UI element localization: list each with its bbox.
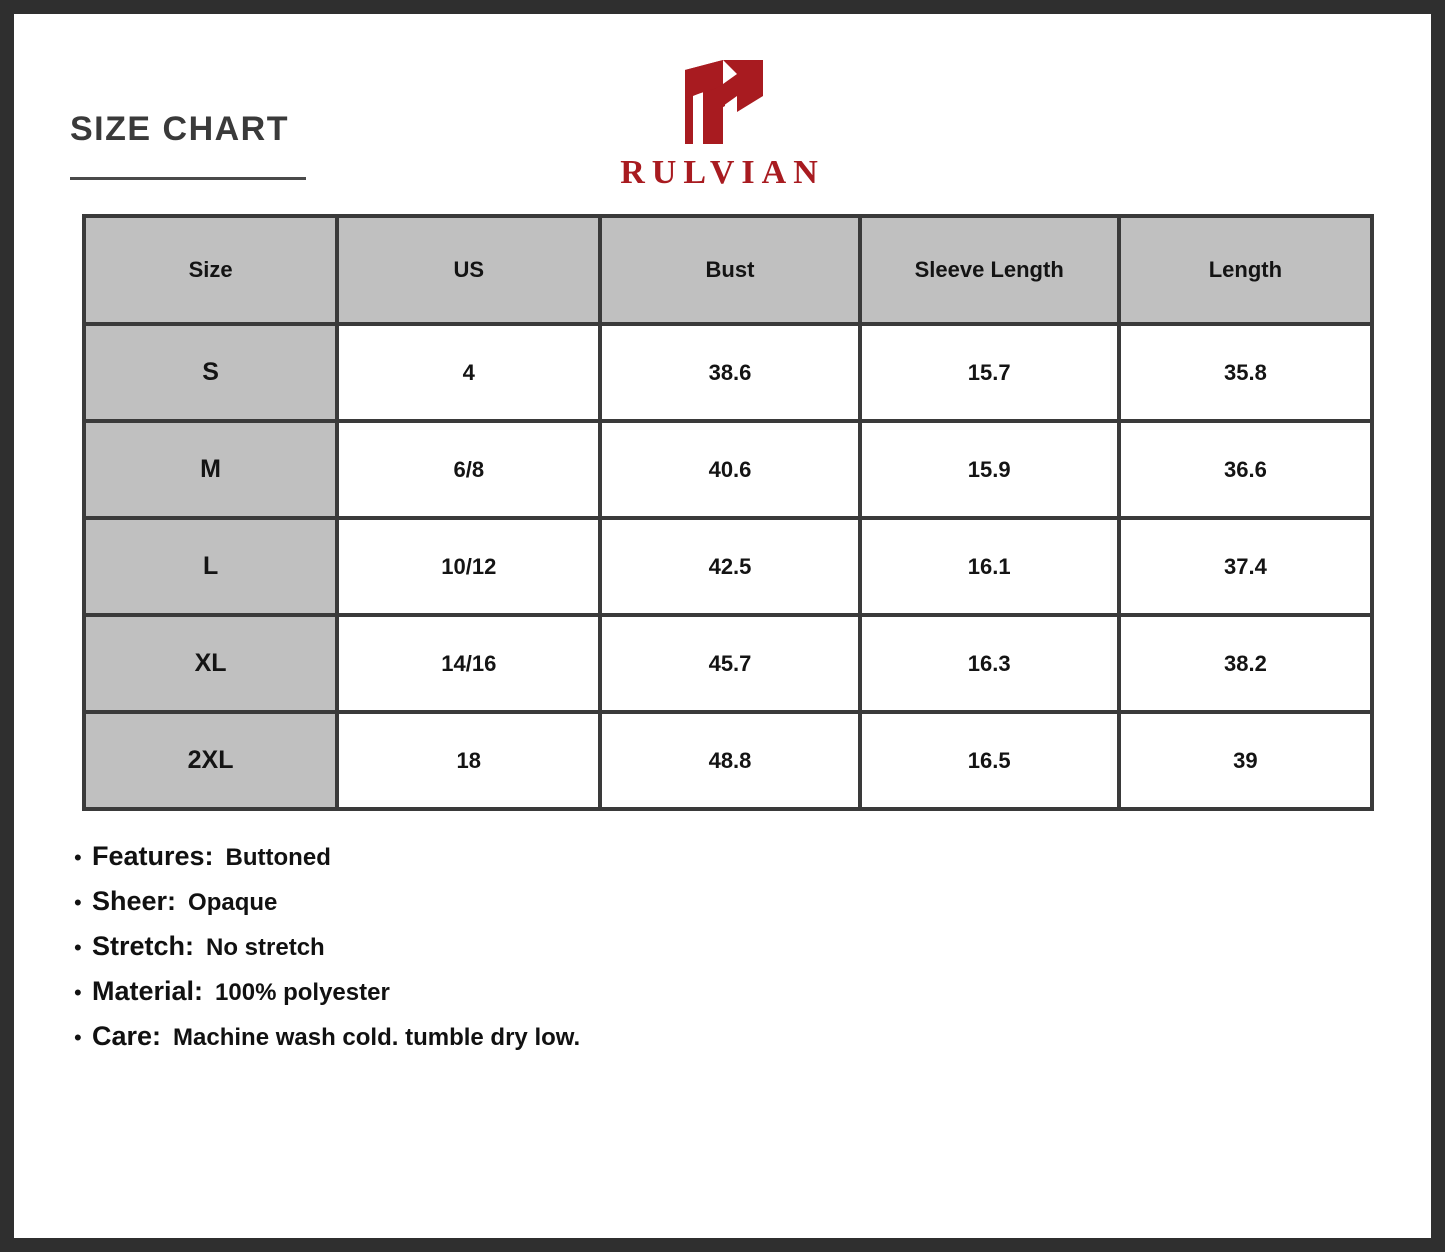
column-header-length: Length [1119,216,1372,324]
cell-us: 6/8 [337,421,600,518]
list-item [74,841,1431,872]
rulvian-r-monogram-icon [663,56,783,148]
bullet-icon: • [74,980,82,1005]
detail-value: No stretch [206,934,325,961]
detail-value: Buttoned [225,844,331,871]
cell-us: 14/16 [337,615,600,712]
cell-length: 38.2 [1119,615,1372,712]
detail-label: Sheer: [92,886,177,916]
cell-bust: 38.6 [600,324,859,421]
cell-us: 4 [337,324,600,421]
cell-size: L [84,518,337,615]
cell-sleeve: 15.9 [860,421,1119,518]
cell-size: 2XL [84,712,337,809]
product-details-list [74,841,1431,1052]
cell-size: S [84,324,337,421]
list-item [74,886,1431,917]
cell-length: 37.4 [1119,518,1372,615]
cell-length: 39 [1119,712,1372,809]
page-inner [14,14,1431,1238]
detail-value: Opaque [188,889,278,916]
brand-block [14,56,1431,192]
column-header-size: Size [84,216,337,324]
brand-name: RULVIAN [620,154,825,191]
size-table-wrap [82,214,1371,811]
cell-sleeve: 15.7 [860,324,1119,421]
cell-size: XL [84,615,337,712]
detail-value: Machine wash cold. tumble dry low. [173,1024,581,1051]
list-item [74,976,1431,1007]
column-header-us: US [337,216,600,324]
table-row [84,324,1372,421]
cell-us: 18 [337,712,600,809]
bullet-icon: • [74,890,82,915]
cell-bust: 48.8 [600,712,859,809]
bullet-icon: • [74,1025,82,1050]
table-header-row [84,216,1372,324]
column-header-bust: Bust [600,216,859,324]
cell-bust: 42.5 [600,518,859,615]
table-row [84,518,1372,615]
size-table [82,214,1374,811]
table-row [84,615,1372,712]
cell-sleeve: 16.3 [860,615,1119,712]
detail-value: 100% polyester [215,979,390,1006]
cell-us: 10/12 [337,518,600,615]
column-header-sleeve-length: Sleeve Length [860,216,1119,324]
cell-length: 36.6 [1119,421,1372,518]
cell-size: M [84,421,337,518]
table-row [84,421,1372,518]
table-row [84,712,1372,809]
table-header [84,216,1372,324]
detail-label: Material: [92,976,204,1006]
cell-sleeve: 16.1 [860,518,1119,615]
page-header [14,14,1431,214]
page-title: SIZE CHART [70,110,289,148]
list-item [74,931,1431,962]
table-body [84,324,1372,809]
detail-label: Stretch: [92,931,195,961]
bullet-icon: • [74,845,82,870]
cell-bust: 45.7 [600,615,859,712]
cell-sleeve: 16.5 [860,712,1119,809]
cell-bust: 40.6 [600,421,859,518]
list-item [74,1021,1431,1052]
bullet-icon: • [74,935,82,960]
detail-label: Care: [92,1021,162,1051]
cell-length: 35.8 [1119,324,1372,421]
detail-label: Features: [92,841,214,871]
